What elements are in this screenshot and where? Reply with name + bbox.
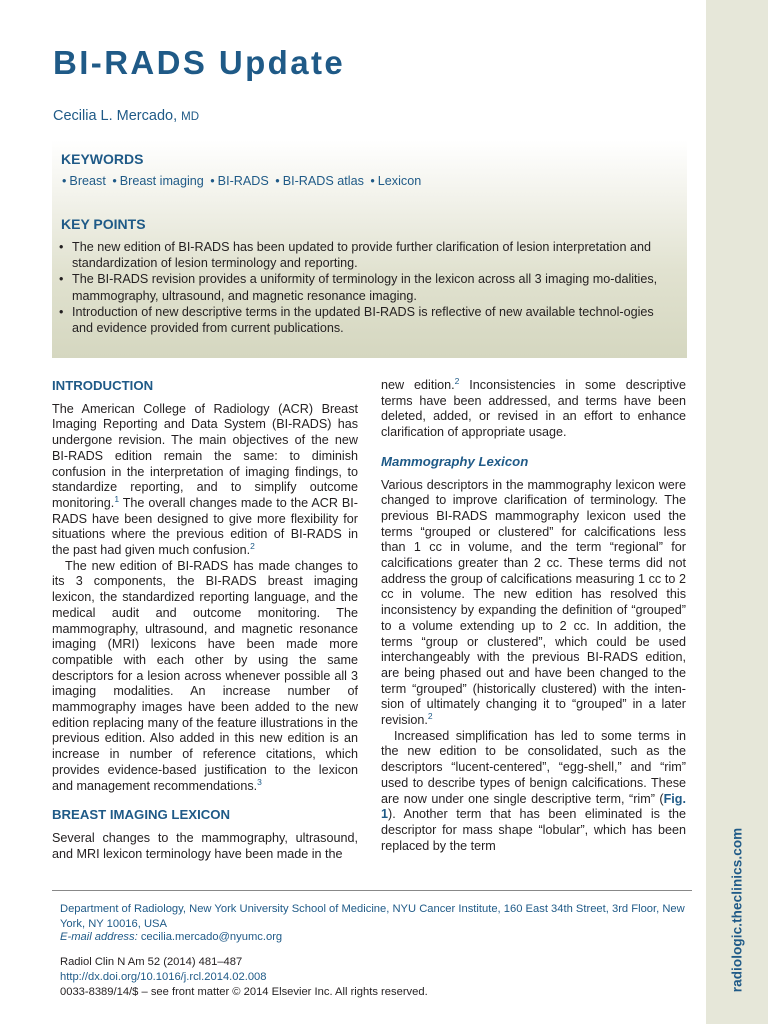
- reference-link[interactable]: 2: [454, 375, 460, 386]
- keyword: BI-RADS atlas: [282, 174, 364, 188]
- bullet: •: [62, 174, 67, 188]
- key-point: • The BI-RADS revision provides a uniformity of terminology in the lexicon across all 3 imaging mo-dalities, mammography, ultrasound, and magnetic resonance imaging.: [59, 271, 671, 303]
- keywords-list: [59, 174, 421, 188]
- email-line: [60, 930, 282, 945]
- key-point: • Introduction of new descriptive terms in the updated BI-RADS is reflective of new available technol-ogies and evidence provided from current publications.: [59, 304, 671, 336]
- mammo-paragraph-1: Various descriptors in the mammography lexicon were changed to improve clarification of terminology. The previous BI-RADS mammography lexicon used the terms “grouped or clustered” for calcifications less than 1 cc in volume, and the term “regional” for calcifications greater than 2 cc. These terms did not address the group of calcifications measuring 1 cc to 2 cc in volume. The new edition has resolved this inconsistency by expanding the definition of “grouped” to a volume extending up to 2 cc. In addition, the terms “group or clustered”, which could be used interchangeably with the previous BI-RADS edition, are being phased out and have been changed to the term “grouped” (historically clustered) with the intension of ultimately changing it to “grouped” in a later revision.$^2$: [381, 477, 686, 728]
- email-label: E-mail address:: [60, 931, 138, 943]
- mammography-lexicon-heading: Mammography Lexicon: [381, 453, 529, 469]
- author-degree: MD: [181, 111, 200, 123]
- key-points-heading: KEY POINTS: [61, 216, 146, 232]
- copyright-line: 0033-8389/14/$ – see front matter © 2014 Elsevier Inc. All rights reserved.: [60, 986, 428, 998]
- footer-divider: [52, 890, 692, 891]
- affiliation: Department of Radiology, New York University School of Medicine, NYU Cancer Institute, 160 East 34th Street, 3rd Floor, New York, NY 10016, USA: [60, 903, 685, 930]
- breast-imaging-lexicon-heading: BREAST IMAGING LEXICON: [52, 807, 231, 823]
- intro-paragraph-1: The American College of Radiology (ACR) Breast Imaging Reporting and Data System (BI-RADS) has undergone revision. The main objectives of the new BI-RADS edition remain the same: to diminish confusion in the interpretation of imaging findings, to standardize reporting, and to simplify outcome monitoring.$^1$ The overall changes made to the ACR BI-RADS have been designed to give more flexibility for situations where the previous edition of BI-RADS in the past had given much confusion.$^2$: [52, 401, 358, 558]
- key-point: • The new edition of BI-RADS has been updated to provide further clarification of lesion interpretation and standardization of lesion terminology and reporting.: [59, 239, 671, 271]
- key-points-list: [59, 239, 671, 336]
- bullet: •: [370, 174, 375, 188]
- article-title: BI-RADS Update: [53, 44, 346, 81]
- keyword: BI-RADS: [217, 174, 269, 188]
- author-name: Cecilia L. Mercado,: [53, 108, 178, 124]
- intro-paragraph-2: The new edition of BI-RADS has made changes to its 3 components, the BI-RADS breast imaging lexicon, the standardized reporting language, and the medical audit and outcome monitoring. The mammography, ultrasound, and magnetic resonance imaging (MRI) lexicons have been made more compatible with each other by using the same descriptors for a lesion across whenever possible all 3 imaging modalities. An increase number of mammography images have been added to the new edition replacing many of the feature illustrations in the previous edition. Also added in this new edition is an increase in number of reference citations, which provides evidence-based justification to the lexicon and management recommendations.$^3$: [52, 558, 358, 793]
- bullet: •: [112, 174, 117, 188]
- doi-link[interactable]: http://dx.doi.org/10.1016/j.rcl.2014.02.008: [60, 971, 267, 983]
- keyword: Breast imaging: [119, 174, 204, 188]
- left-column: [52, 378, 358, 862]
- lexicon-paragraph: Several changes to the mammography, ultrasound, and MRI lexicon terminology have been made in the: [52, 830, 358, 861]
- figure-link[interactable]: Fig. 1: [381, 791, 686, 822]
- email-link[interactable]: cecilia.mercado@nyumc.org: [140, 931, 283, 943]
- keyword: Breast: [69, 174, 106, 188]
- keywords-keypoints-box: [52, 140, 687, 358]
- reference-link[interactable]: 2: [427, 710, 433, 721]
- introduction-heading: INTRODUCTION: [52, 378, 154, 393]
- journal-url[interactable]: radiologic.theclinics.com: [729, 827, 745, 993]
- right-column: [381, 375, 686, 854]
- journal-citation: Radiol Clin N Am 52 (2014) 481–487: [60, 956, 243, 968]
- bullet: •: [275, 174, 280, 188]
- author-line: [53, 108, 199, 124]
- mammo-paragraph-2: Increased simplification has led to some terms in the new edition to be consolidated, such as the descriptors “lucent-centered”, “egg-shell,” and “rim” used to describe types of benign calcifications. These are now under one single descriptive term, “rim” (Fig. 1). Another term that has been eliminated is the descriptor for mass shape “lobular”, which has been replaced by the term: [381, 728, 686, 853]
- reference-link[interactable]: 3: [257, 776, 262, 787]
- bullet: •: [210, 174, 215, 188]
- reference-link[interactable]: 1: [114, 493, 120, 504]
- keywords-heading: KEYWORDS: [61, 151, 144, 167]
- reference-link[interactable]: 2: [250, 540, 255, 551]
- lexicon-paragraph-continued: new edition.$^2$ Inconsistencies in some descriptive terms have been addressed, and terms have been deleted, added, or revised in an effort to enhance clarification of appropriate usage.: [381, 375, 686, 440]
- keyword: Lexicon: [377, 174, 422, 188]
